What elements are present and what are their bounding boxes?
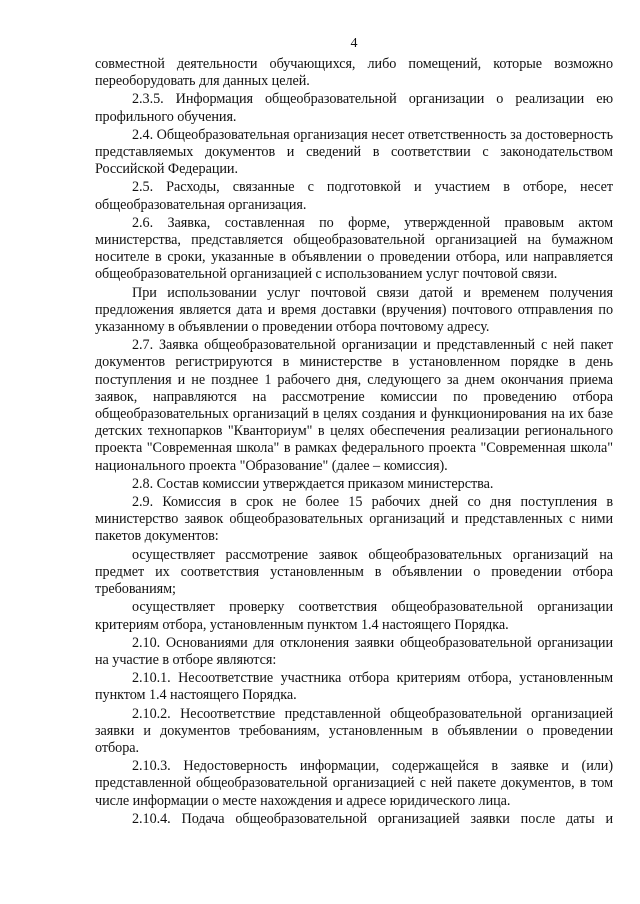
paragraph: 2.10.3. Недостоверность информации, содержащейся в заявке и (или) представленной общеобразовательной организацией с ней пакете документов, в том числе информации о месте нахождения и адресе юридического лица. (95, 758, 613, 809)
paragraph: осуществляет рассмотрение заявок общеобразовательных организаций на предмет их соответствия установленным в объявлении о проведении отбора требованиям; (95, 546, 613, 598)
paragraph: 2.5. Расходы, связанные с подготовкой и участием в отборе, несет общеобразовательная организация. (95, 179, 613, 213)
paragraph: 2.6. Заявка, составленная по форме, утвержденной правовым актом министерства, представляется общеобразовательной организацией на бумажном носителе в сроки, указанные в объявлении о проведении отбора, или направляется общеобразовательной организацией с использованием услуг почтовой связи. (95, 214, 613, 283)
paragraph: осуществляет проверку соответствия общеобразовательной организации критериям отбора, установленным пунктом 1.4 настоящего Порядка. (95, 599, 613, 633)
paragraph: 2.10.4. Подача общеобразовательной организацией заявки после даты и (132, 810, 613, 827)
page-number: 4 (350, 36, 358, 51)
document-body (95, 56, 613, 828)
paragraph: При использовании услуг почтовой связи датой и временем получения предложения является дата и время доставки (вручения) почтового отправления по указанному в объявлении о проведении отбора почтовому адресу. (95, 284, 613, 336)
paragraph: совместной деятельности обучающихся, либо помещений, которые возможно переоборудовать для данных целей. (95, 56, 613, 90)
paragraph: 2.10. Основаниями для отклонения заявки общеобразовательной организации на участие в отборе являются: (95, 634, 613, 668)
paragraph: 2.7. Заявка общеобразовательной организации и представленный с ней пакет документов регистрируются в министерстве в установленном порядке в день поступления и не позднее 1 рабочего дня, следующего за днем окончания приема заявок, направляются на рассмотрение комиссии по проведению отбора общеобразовательных организаций в целях создания и функционирования на их базе детских технопарков "Кванториум" в целях обеспечения реализации регионального проекта "Современная школа" в рамках федерального проекта "Современная школа" национального проекта "Образование" (далее – комиссия). (95, 337, 613, 474)
paragraph: 2.10.1. Несоответствие участника отбора критериям отбора, установленным пунктом 1.4 настоящего Порядка. (95, 670, 613, 704)
paragraph: 2.4. Общеобразовательная организация несет ответственность за достоверность представляемых документов и сведений в соответствии с законодательством Российской Федерации. (95, 126, 613, 178)
paragraph: 2.8. Состав комиссии утверждается приказом министерства. (132, 475, 494, 492)
paragraph: 2.3.5. Информация общеобразовательной организации о реализации ею профильного обучения. (95, 91, 613, 125)
paragraph: 2.9. Комиссия в срок не более 15 рабочих дней со дня поступления в министерство заявок общеобразовательных организаций и представленных с ними пакетов документов: (95, 494, 613, 545)
paragraph: 2.10.2. Несоответствие представленной общеобразовательной организацией заявки и документов требованиям, установленным в объявлении о проведении отбора. (95, 705, 613, 756)
